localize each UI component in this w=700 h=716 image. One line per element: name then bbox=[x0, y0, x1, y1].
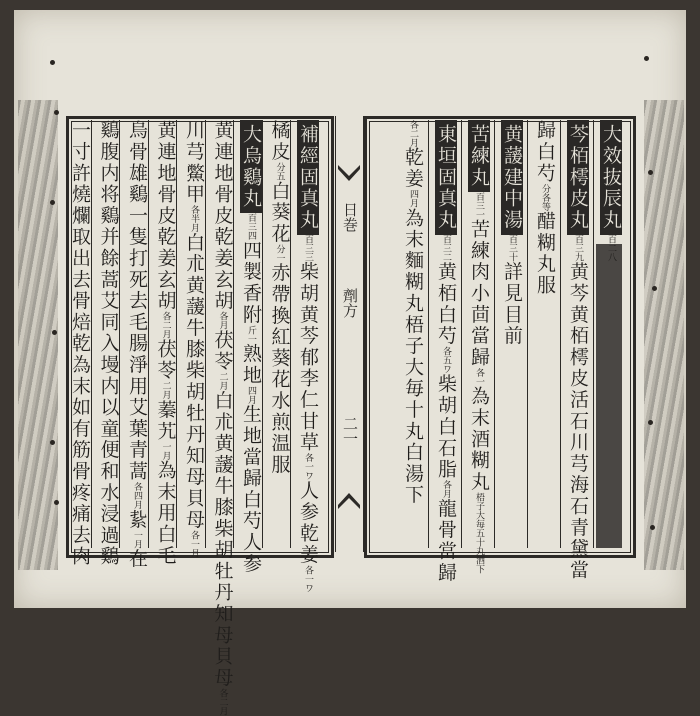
column-rule bbox=[560, 120, 561, 548]
binding-hole bbox=[650, 525, 655, 530]
left-page-column bbox=[66, 120, 94, 568]
column-text: 白葵花 bbox=[268, 180, 291, 245]
dosage-note: 分五 bbox=[274, 162, 285, 181]
binding-hole bbox=[52, 330, 57, 335]
dosage-note: 百三十 bbox=[507, 234, 517, 262]
fish-tail-mark-icon bbox=[337, 492, 361, 510]
dosage-note: 各半月 bbox=[189, 205, 199, 233]
dosage-note: 各四月 bbox=[132, 482, 142, 510]
column-text: 醋糊丸服 bbox=[534, 210, 556, 297]
column-text: 白朮黄蘐牛膝柴胡牡丹知母貝母 bbox=[211, 390, 234, 689]
column-text: 龍骨當歸 bbox=[435, 498, 457, 584]
column-text: 詳見目前 bbox=[501, 261, 523, 347]
binding-hole bbox=[50, 60, 55, 65]
column-text: 紥 bbox=[126, 509, 148, 531]
dosage-note: 各二月 bbox=[408, 120, 418, 147]
dosage-note: 百三二 bbox=[441, 234, 451, 262]
column-text: 為末麵糊丸梧子大毎十丸白湯下 bbox=[402, 207, 424, 506]
left-page-column bbox=[123, 120, 151, 570]
column-rule bbox=[461, 120, 462, 548]
left-page-column bbox=[237, 120, 265, 575]
right-page-column bbox=[531, 120, 559, 548]
column-text: 歸白芍 bbox=[534, 120, 556, 184]
binding-hole bbox=[54, 110, 59, 115]
column-rule bbox=[428, 120, 429, 548]
dosage-note: 各一ワ bbox=[303, 565, 313, 593]
dosage-note: 二月 bbox=[217, 372, 228, 391]
page-number: 二一 bbox=[341, 416, 359, 446]
right-page-column bbox=[498, 120, 526, 548]
column-text: 一寸許燒爛取出去骨焙乾為末如有筋骨疼痛去肉 bbox=[69, 120, 91, 568]
binding-hole bbox=[648, 420, 653, 425]
column-rule bbox=[494, 120, 495, 548]
column-text: 熟地 bbox=[240, 343, 262, 387]
left-page-column bbox=[95, 120, 123, 568]
dosage-note: 百三九 bbox=[573, 234, 583, 262]
binding-hole bbox=[50, 440, 55, 445]
binding-hole bbox=[652, 286, 657, 291]
right-page-column bbox=[432, 120, 460, 584]
column-text: 為末用白毛 bbox=[154, 459, 177, 567]
dosage-note: 一月 bbox=[160, 441, 171, 460]
left-edge-texture bbox=[18, 100, 58, 570]
binding-hole bbox=[648, 170, 653, 175]
dosage-note: 分一 bbox=[274, 244, 285, 263]
dosage-note: 各五ワ bbox=[441, 346, 451, 374]
formula-title: 芩栢樗皮丸 bbox=[567, 120, 589, 235]
column-text: 黄芩黄栢樗皮活石川芎海石青黛當 bbox=[567, 261, 589, 581]
left-page-column bbox=[152, 120, 180, 567]
column-text: 橘皮 bbox=[268, 120, 291, 163]
left-page-column bbox=[266, 120, 294, 548]
column-text: 川芎鱉甲 bbox=[183, 120, 205, 206]
dosage-note: 百三四 bbox=[246, 213, 256, 241]
column-text: 白朮黄蘐牛膝柴胡牡丹知母貝母 bbox=[183, 232, 205, 531]
column-text: 蓁艽 bbox=[154, 399, 177, 442]
column-text: 茯苓 bbox=[154, 338, 177, 382]
dosage-note: 各二月 bbox=[160, 311, 171, 339]
dosage-note: 各一月 bbox=[189, 530, 199, 558]
page-gutter bbox=[331, 116, 367, 552]
dosage-note: 百三三 bbox=[303, 234, 313, 262]
left-page-column bbox=[294, 120, 322, 593]
section-label: 劑方 bbox=[341, 288, 359, 318]
column-text: 四製香附 bbox=[240, 240, 262, 326]
column-text: 黄栢白芍 bbox=[435, 261, 457, 347]
fish-tail-mark-icon bbox=[337, 164, 361, 182]
binding-hole bbox=[54, 500, 59, 505]
dosage-note: 各二月 bbox=[217, 688, 228, 716]
right-page-column bbox=[465, 120, 493, 574]
column-text: 鷄腹内将鷄并餘蒿艾同入墁内以童便和水浸過鷄 bbox=[97, 120, 120, 568]
dosage-note: 一月 bbox=[132, 530, 142, 549]
dosage-note: 四月 bbox=[408, 189, 418, 208]
column-text: 生地當歸白芍人参 bbox=[240, 404, 262, 575]
column-rule bbox=[527, 120, 528, 548]
column-text: 乾姜 bbox=[402, 147, 424, 190]
formula-title: 補經固真丸 bbox=[297, 120, 319, 235]
column-rule bbox=[593, 120, 594, 548]
binding-hole bbox=[644, 56, 649, 61]
binding-hole bbox=[50, 200, 55, 205]
column-text: 黄連地骨皮乾姜玄胡 bbox=[154, 120, 177, 312]
column-text: 烏骨雄鷄一隻打死去毛腸淨用艾葉青蒿 bbox=[126, 120, 148, 483]
column-text: 在 bbox=[126, 548, 148, 570]
volume-label: 日巻 bbox=[341, 202, 359, 232]
column-text: 苦練肉小茴當歸 bbox=[468, 218, 490, 369]
dosage-note: 各月 bbox=[217, 311, 228, 330]
dosage-note: 各一 bbox=[474, 368, 484, 387]
column-text: 茯苓 bbox=[211, 329, 234, 373]
formula-title: 東垣固真丸 bbox=[435, 120, 457, 235]
formula-title: 黄蘐建中湯 bbox=[501, 120, 523, 235]
formula-title: 苦練丸 bbox=[468, 120, 490, 192]
dosage-note: 二月 bbox=[160, 381, 171, 400]
right-page-column bbox=[597, 120, 625, 548]
dosage-note: 各一ワ bbox=[303, 453, 313, 481]
dosage-note: 斤一 bbox=[246, 325, 256, 344]
column-text: 人参乾姜 bbox=[297, 480, 319, 566]
dosage-note: 四月 bbox=[246, 386, 256, 405]
left-page-column bbox=[180, 120, 208, 558]
formula-title: 大烏鷄丸 bbox=[240, 120, 262, 213]
dosage-note: 百三一 bbox=[474, 191, 484, 219]
column-text: 為末酒糊丸 bbox=[468, 386, 490, 493]
dosage-note: 百二八 bbox=[606, 234, 616, 262]
right-page-column bbox=[399, 120, 427, 548]
formula-title: 大效抜辰丸 bbox=[600, 120, 622, 235]
dosage-note: 分各等 bbox=[540, 183, 550, 211]
right-page-column bbox=[564, 120, 592, 581]
left-page-column bbox=[209, 120, 237, 716]
column-text: 柴胡白石脂 bbox=[435, 373, 457, 481]
dosage-note: 各月 bbox=[441, 480, 451, 499]
column-text: 赤帶換紅葵花水煎温服 bbox=[268, 262, 291, 476]
column-text: 柴胡黄芩郁李仁甘草 bbox=[297, 261, 319, 454]
column-text: 黄連地骨皮乾姜玄胡 bbox=[211, 120, 234, 312]
dosage-note: 梧子大毎五十丸酒下 bbox=[474, 492, 484, 574]
